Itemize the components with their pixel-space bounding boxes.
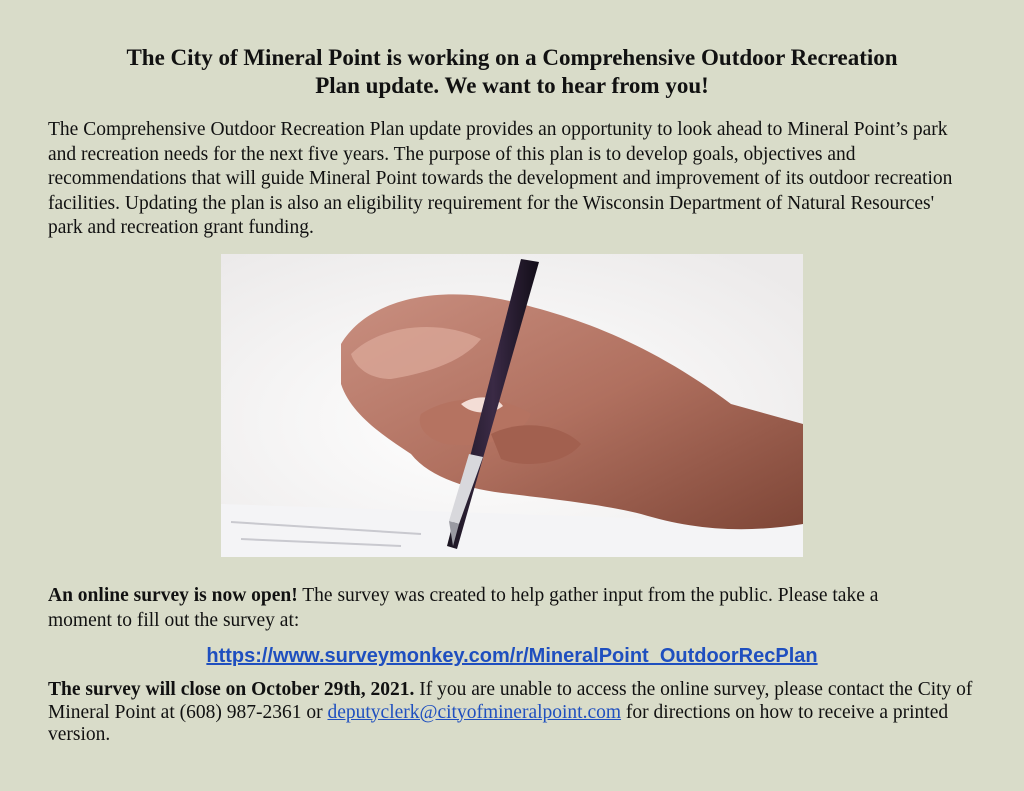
headline-line-1: The City of Mineral Point is working on a Comprehensive Outdoor Recreation	[126, 45, 898, 70]
intro-paragraph: The Comprehensive Outdoor Recreation Plan update provides an opportunity to look ahead to Mineral Point’s park and recreation needs for the next five years. The purpose of this plan is to develop goals, objectives and recommendations that will guide Mineral Point towards the development and improvement of its outdoor recreation facilities. Updating the plan is also an eligibility requirement for the Wisconsin Department of Natural Resources' park and recreation grant funding.	[48, 119, 953, 238]
survey-close-date: The survey will close on October 29th, 2021.	[48, 679, 415, 700]
survey-closing-paragraph	[48, 679, 983, 747]
survey-close-text-2: for directions on how to receive a printed version.	[48, 701, 949, 745]
survey-open-heading: An online survey is now open!	[48, 585, 298, 606]
email-link[interactable]: deputyclerk@cityofmineralpoint.com	[327, 701, 622, 723]
survey-close-text-1: If you are unable to access the online survey, please contact the City of Mineral Point at (608) 987-2361 or	[48, 679, 973, 723]
hand-writing-photo	[221, 254, 803, 557]
survey-open-paragraph	[48, 583, 908, 633]
survey-open-text: The survey was created to help gather input from the public. Please take a moment to fill out the survey at:	[48, 585, 879, 631]
hand-writing-with-pen-icon	[221, 254, 803, 557]
survey-link[interactable]: https://www.surveymonkey.com/r/MineralPoint_OutdoorRecPlan	[206, 645, 818, 667]
survey-link-row	[0, 643, 1024, 669]
page-headline	[60, 44, 964, 100]
headline-line-2: Plan update. We want to hear from you!	[315, 73, 709, 98]
